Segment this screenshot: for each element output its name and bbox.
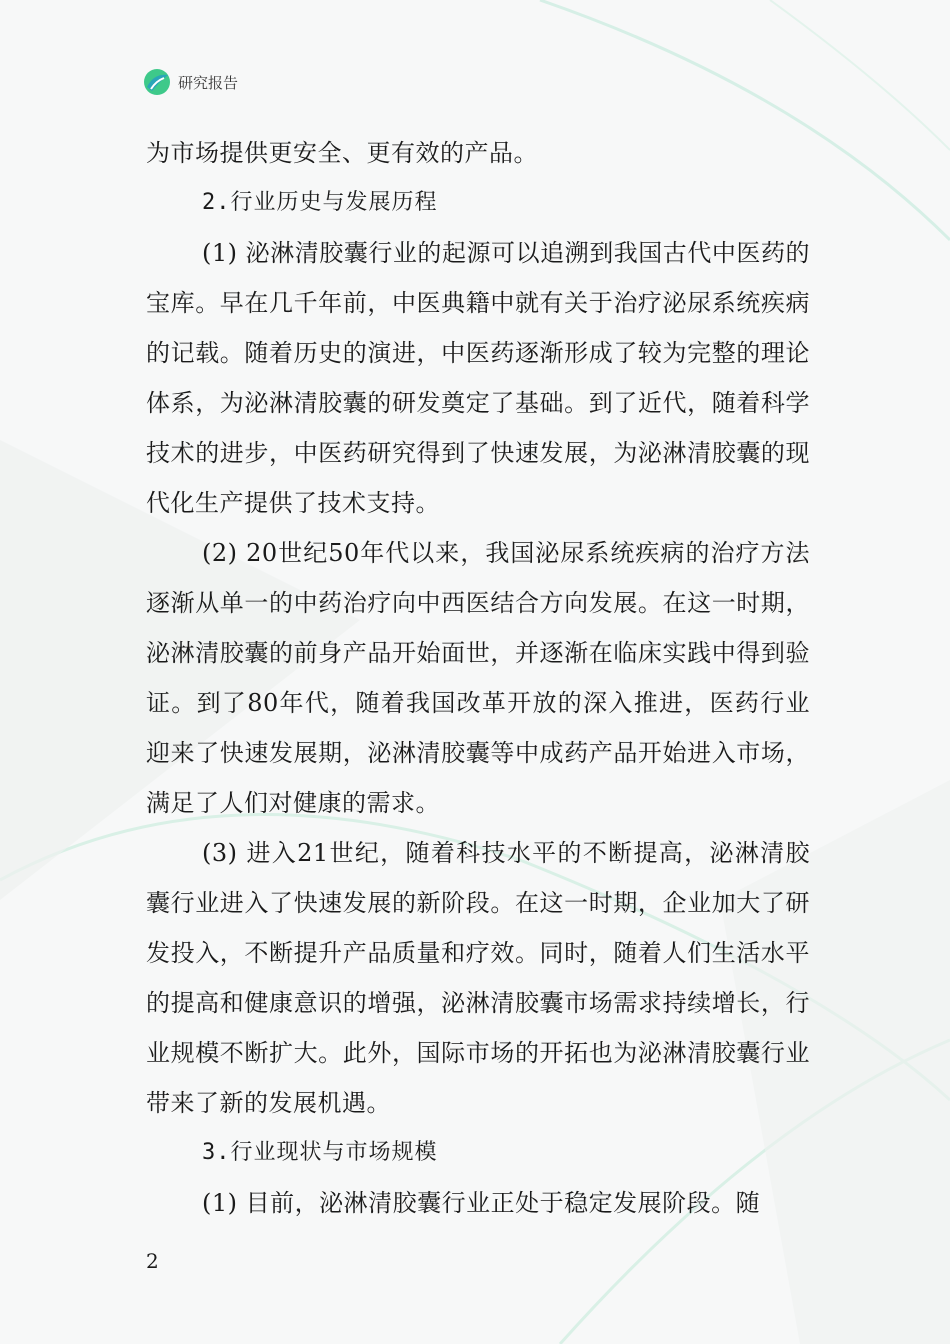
paragraph-status-1: (1) 目前，泌淋清胶囊行业正处于稳定发展阶段。随 xyxy=(202,1189,761,1217)
report-header xyxy=(142,66,238,98)
header-title: 研究报告 xyxy=(178,73,239,92)
leaf-logo-icon xyxy=(142,67,172,97)
section-heading-status: 3.行业现状与市场规模 xyxy=(202,1140,438,1165)
paragraph-history-1: (1) 泌淋清胶囊行业的起源可以追溯到我国古代中医药的宝库。早在几千年前，中医典籍中就有关于治疗泌尿系统疾病的记载。随着历史的演进，中医药逐渐形成了较为完整的理论体系，为泌淋清胶囊的研发奠定了基础。到了近代，随着科学技术的进步，中医药研究得到了快速发展，为泌淋清胶囊的现代化生产提供了技术支持。 xyxy=(146,239,810,517)
page-number: 2 xyxy=(146,1249,159,1273)
paragraph-intro-continuation: 为市场提供更安全、更有效的产品。 xyxy=(146,139,538,167)
paragraph-history-2: (2) 20世纪50年代以来，我国泌尿系统疾病的治疗方法逐渐从单一的中药治疗向中西医结合方向发展。在这一时期，泌淋清胶囊的前身产品开始面世，并逐渐在临床实践中得到验证。到了80年代，随着我国改革开放的深入推进，医药行业迎来了快速发展期，泌淋清胶囊等中成药产品开始进入市场，满足了人们对健康的需求。 xyxy=(146,539,810,817)
document-body xyxy=(146,128,810,1228)
paragraph-history-3: (3) 进入21世纪，随着科技水平的不断提高，泌淋清胶囊行业进入了快速发展的新阶段。在这一时期，企业加大了研发投入，不断提升产品质量和疗效。同时，随着人们生活水平的提高和健康意识的增强，泌淋清胶囊市场需求持续增长，行业规模不断扩大。此外，国际市场的开拓也为泌淋清胶囊行业带来了新的发展机遇。 xyxy=(146,839,810,1117)
section-heading-history: 2.行业历史与发展历程 xyxy=(202,190,438,215)
